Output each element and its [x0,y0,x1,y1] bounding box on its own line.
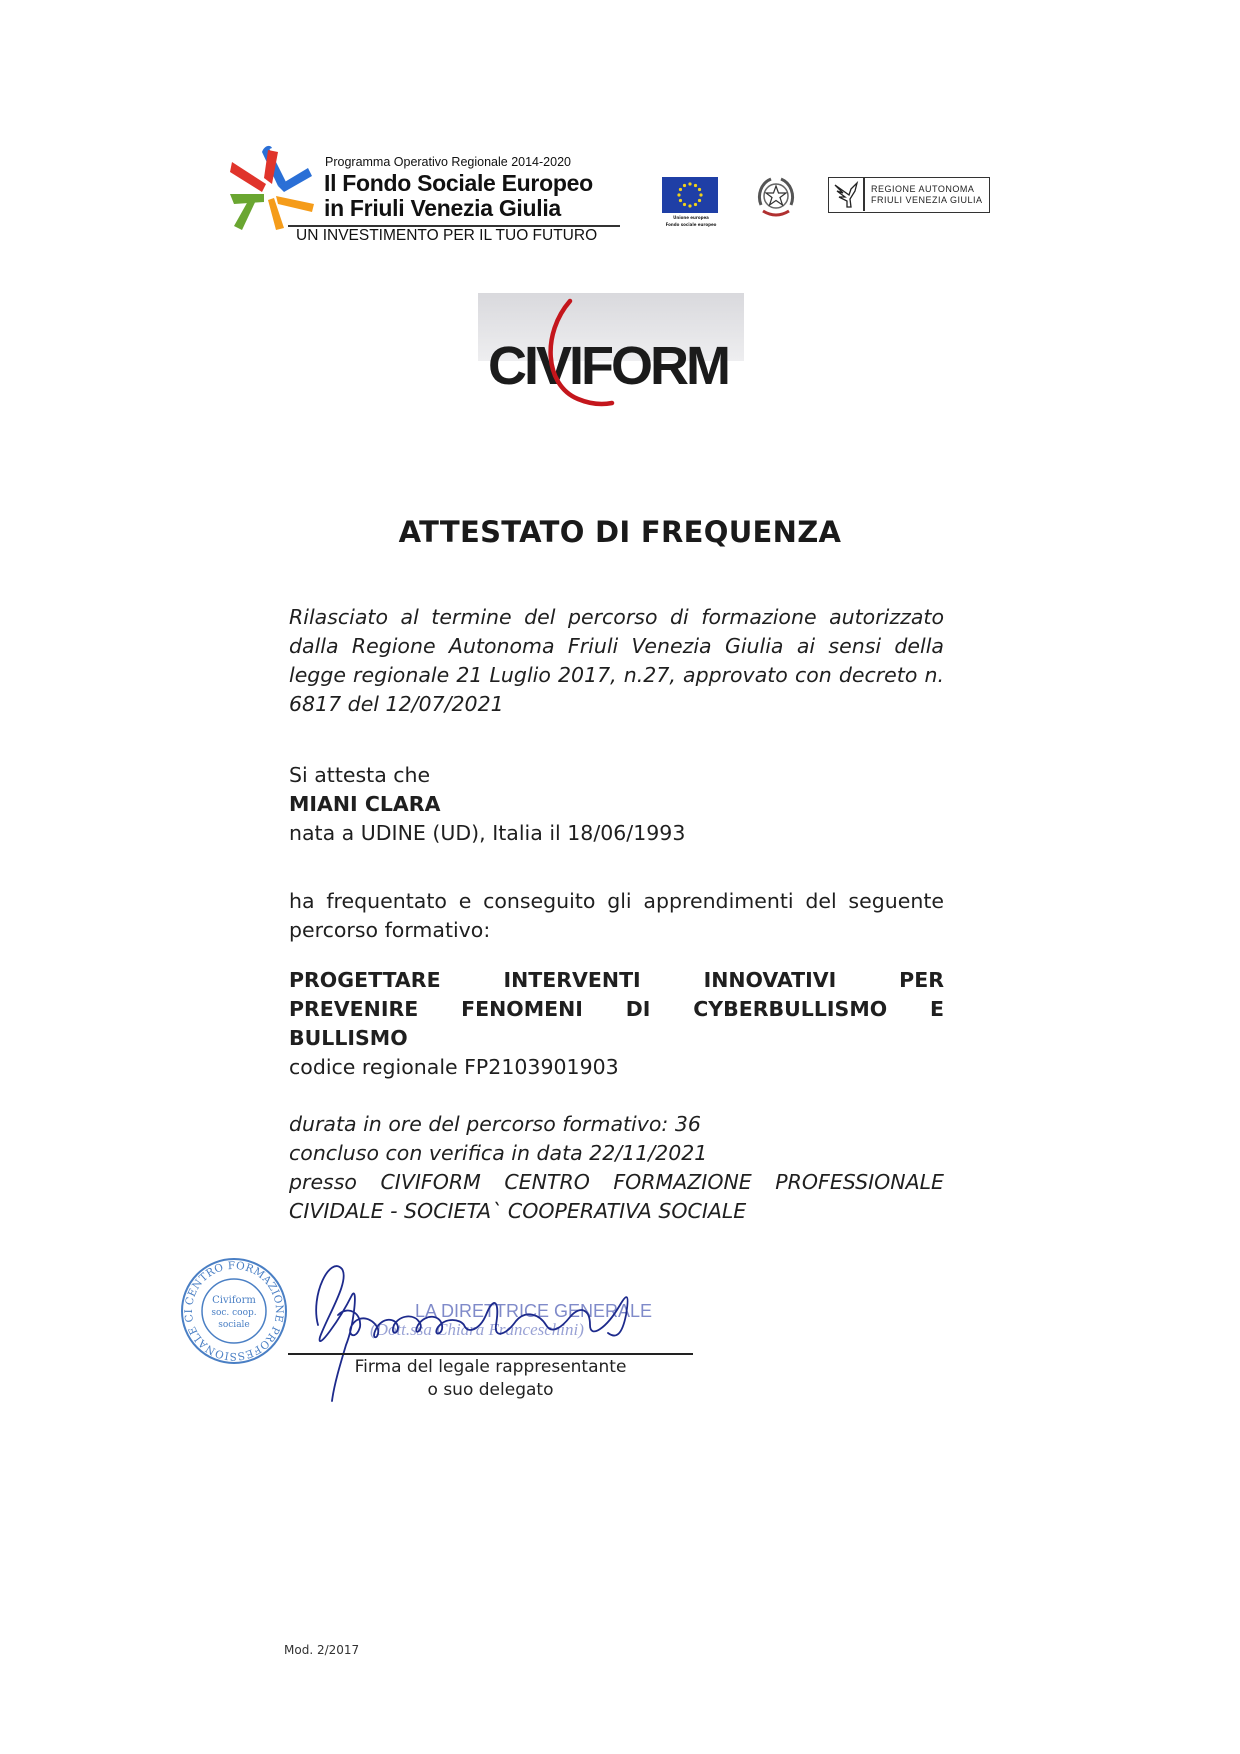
organization-stamp [178,1255,290,1367]
eu-star-icon [683,184,686,187]
signature-line [288,1353,693,1355]
course-title-line-2: PREVENIRE FENOMENI DI CYBERBULLISMO E [289,997,944,1021]
eu-caption-2: Fondo sociale europeo [665,222,717,227]
signature-caption-1: Firma del legale rappresentante [354,1357,627,1377]
civiform-logo [478,293,746,418]
eu-caption-1: Unione europea [673,215,709,220]
course-title-line-1: PROGETTARE INTERVENTI INNOVATIVI PER [289,968,944,992]
stamp-center-line-3: sociale [218,1320,250,1330]
fse-logo [228,140,628,250]
stamp-ring-text: CENTRO FORMAZIONE PROFESSIONALE CI [182,1259,286,1363]
stamp-center-line-2: soc. coop. [211,1308,257,1318]
attended-text: ha frequentato e conseguito gli apprendimenti del seguente percorso formativo: [289,889,944,942]
fse-pinwheel-icon [228,142,318,234]
eu-logo [662,177,720,229]
fse-program-line: Programma Operativo Regionale 2014-2020 [325,155,571,169]
fse-title-line2: in Friuli Venezia Giulia [324,195,561,221]
eu-star-icon [679,199,682,202]
fvg-line2: FRIULI VENEZIA GIULIA [871,195,983,205]
birth-info: nata a UDINE (UD), Italia il 18/06/1993 [289,821,686,845]
eu-star-icon [679,188,682,191]
official-stamp-name: (Dott.ssa Chiara Franceschini) [370,1320,584,1339]
signature-caption-2: o suo delegato [427,1380,554,1400]
provider-line-2: CIVIDALE - SOCIETA` COOPERATIVA SOCIALE [289,1199,747,1223]
fvg-line1: REGIONE AUTONOMA [871,184,975,194]
intro-paragraph: Rilasciato al termine del percorso di formazione autorizzato dalla Regione Autonoma Friuli Venezia Giulia ai sensi della legge regionale 21 Luglio 2017, n.27, approvato con decreto n. 6817 del 12/07/2021 [289,605,944,716]
eu-star-icon [688,182,691,185]
official-stamp-title: LA DIRETTRICE GENERALE [415,1301,653,1321]
fse-title-line1: Il Fondo Sociale Europeo [324,170,593,196]
recipient-name: MIANI CLARA [289,792,441,816]
civiform-wordmark: CIVIFORM [488,336,728,396]
eu-star-icon [699,193,702,196]
completion-date: concluso con verifica in data 22/11/2021 [289,1141,708,1165]
fvg-region-logo [828,177,990,213]
civiform-swoosh-icon [478,293,746,418]
attest-label: Si attesta che [289,763,431,787]
course-duration: durata in ore del percorso formativo: 36 [289,1112,701,1136]
eagle-icon [833,181,859,209]
eu-star-icon [688,204,691,207]
eu-star-icon [683,203,686,206]
provider-line-1: presso CIVIFORM CENTRO FORMAZIONE PROFESSIONALE [289,1170,944,1194]
stamp-center-line-1: Civiform [212,1295,256,1306]
eu-star-icon [694,203,697,206]
course-title-line-3: BULLISMO [289,1026,408,1050]
document-title: ATTESTATO DI FREQUENZA [398,515,842,549]
form-model-number: Mod. 2/2017 [284,1643,360,1657]
eu-star-icon [698,188,701,191]
eu-star-icon [694,184,697,187]
italian-republic-emblem-icon [755,175,797,219]
eu-star-icon [677,193,680,196]
fse-tagline: UN INVESTIMENTO PER IL TUO FUTURO [296,227,598,244]
course-code: codice regionale FP2103901903 [289,1055,619,1079]
eu-star-icon [698,199,701,202]
eu-flag-icon [662,177,718,213]
